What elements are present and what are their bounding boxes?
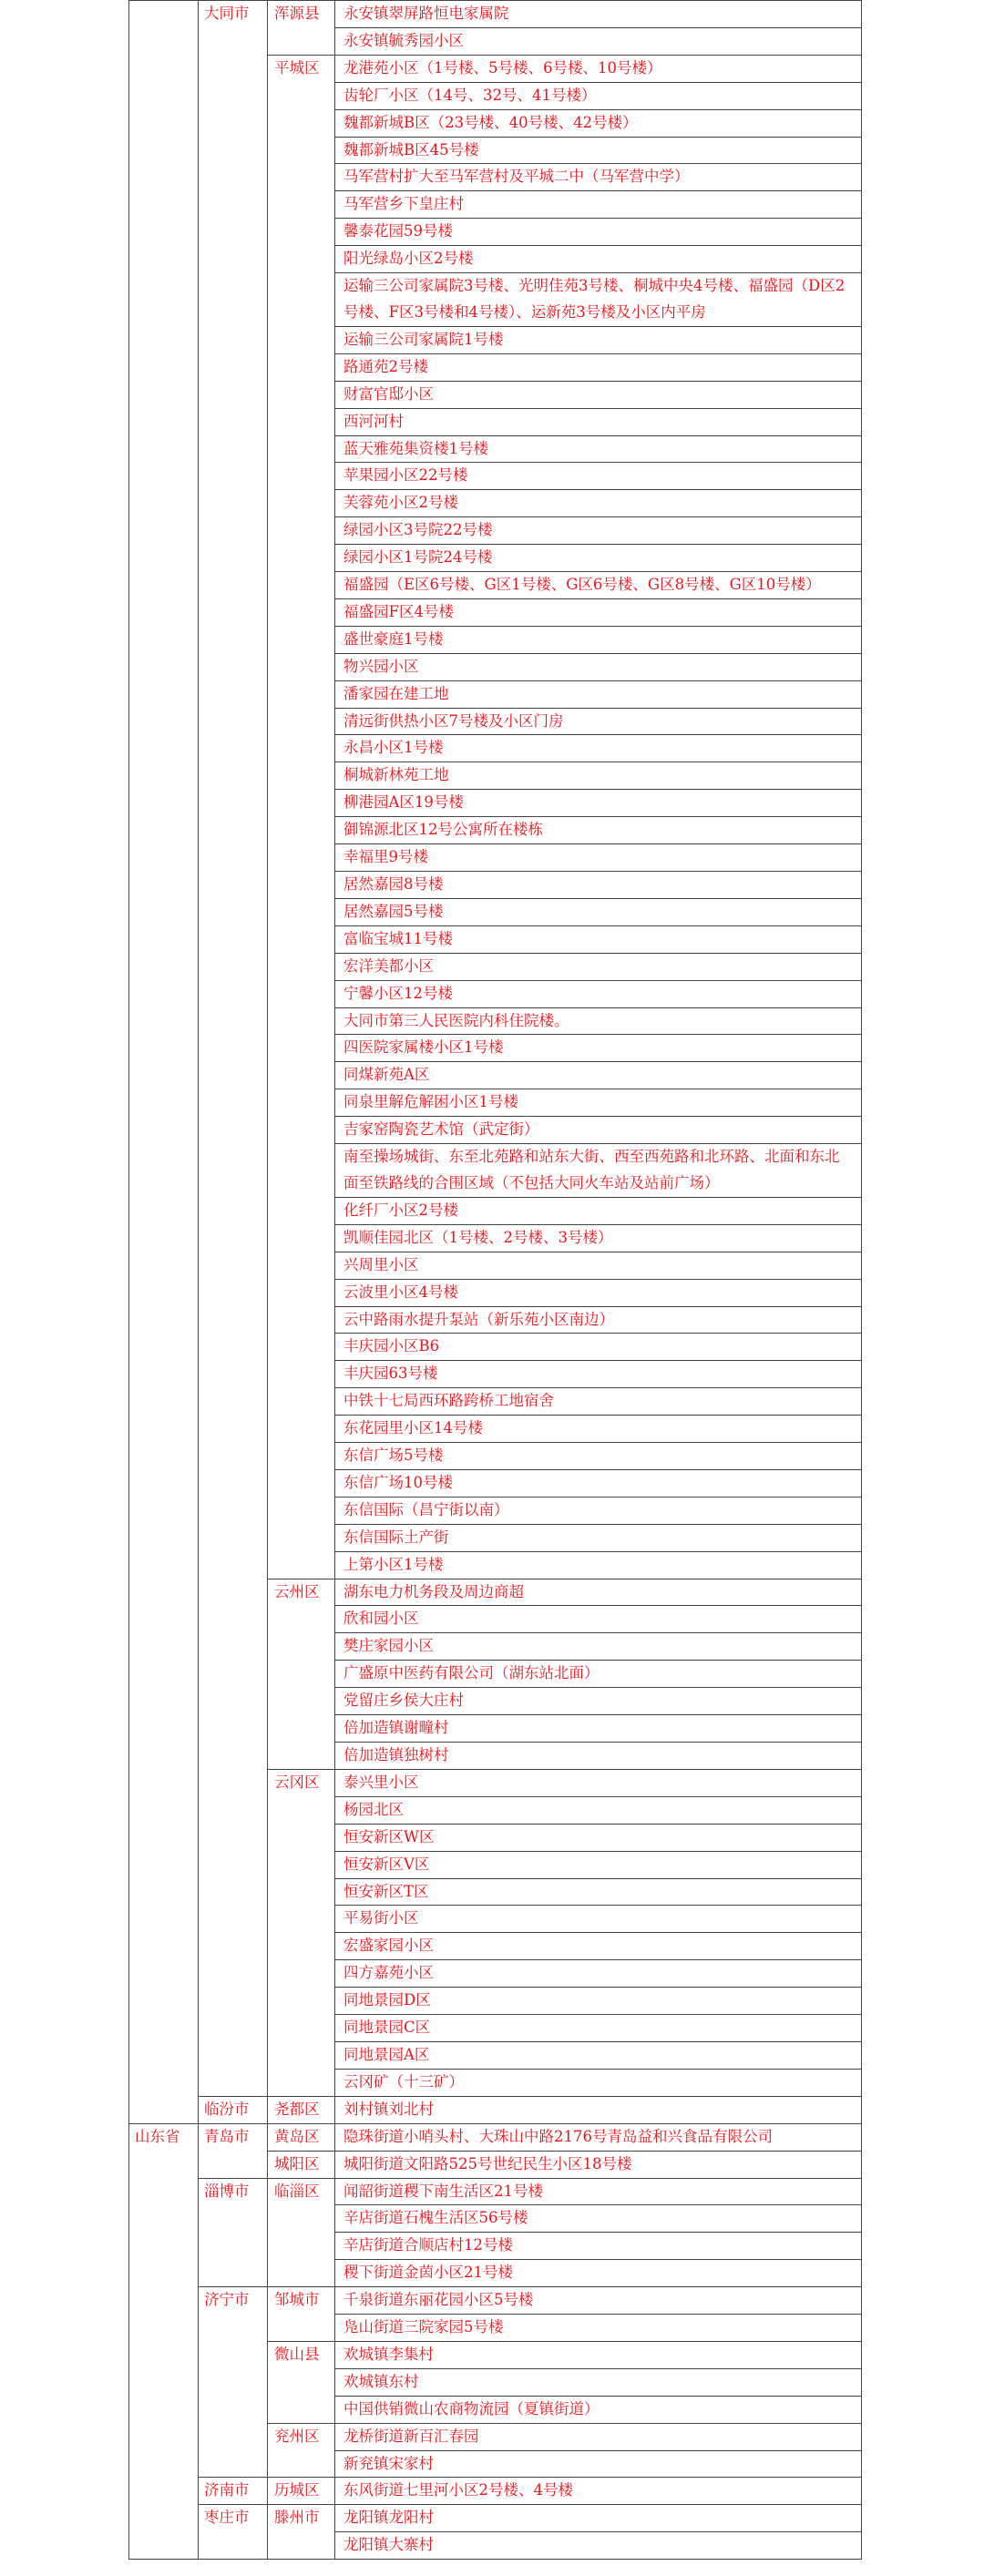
district-cell: 兖州区 [268,2423,335,2478]
place-cell: 运输三公司家属院3号楼、光明佳苑3号楼、桐城中央4号楼、福盛园（D区2号楼、F区3号楼和4号楼）、运新苑3号楼及小区内平房 [335,273,862,327]
place-cell: 云中路雨水提升泵站（新乐苑小区南边） [335,1306,862,1334]
place-cell: 恒安新区W区 [335,1824,862,1851]
city-cell: 临汾市 [199,2096,268,2123]
place-cell: 四医院家属楼小区1号楼 [335,1035,862,1062]
place-cell: 泰兴里小区 [335,1769,862,1796]
table-body [129,1,862,2560]
place-cell: 欣和园小区 [335,1606,862,1633]
table-row [129,2096,862,2123]
place-cell: 中铁十七局西环路跨桥工地宿舍 [335,1388,862,1416]
region-list-document [128,0,861,2560]
place-cell: 居然嘉园5号楼 [335,898,862,925]
place-cell: 东花园里小区14号楼 [335,1416,862,1443]
place-cell: 龙阳镇大寨村 [335,2532,862,2560]
place-cell: 上第小区1号楼 [335,1551,862,1579]
district-cell: 尧都区 [268,2096,335,2123]
city-cell: 大同市 [199,1,268,2097]
place-cell: 东信广场10号楼 [335,1469,862,1497]
place-cell: 宏盛家园小区 [335,1933,862,1960]
place-cell: 辛店街道石槐生活区56号楼 [335,2205,862,2233]
place-cell: 同地景园A区 [335,2041,862,2069]
city-cell: 济宁市 [199,2287,268,2478]
district-cell: 临淄区 [268,2178,335,2287]
place-cell: 闻韶街道稷下南生活区21号楼 [335,2178,862,2205]
place-cell: 马军营村扩大至马军营村及平城二中（马军营中学） [335,164,862,191]
city-cell: 枣庄市 [199,2505,268,2560]
place-cell: 同泉里解危解困小区1号楼 [335,1089,862,1117]
place-cell: 辛店街道合顺店村12号楼 [335,2233,862,2260]
place-cell: 平易街小区 [335,1906,862,1933]
district-cell: 黄岛区 [268,2123,335,2151]
place-cell: 湖东电力机务段及周边商超 [335,1579,862,1606]
place-cell: 永安镇毓秀园小区 [335,27,862,55]
place-cell: 杨园北区 [335,1796,862,1824]
place-cell: 中国供销微山农商物流园（夏镇街道） [335,2396,862,2423]
district-cell: 滕州市 [268,2505,335,2560]
place-cell: 福盛园（E区6号楼、G区1号楼、G区6号楼、G区8号楼、G区10号楼） [335,572,862,599]
district-cell: 历城区 [268,2478,335,2505]
district-cell: 微山县 [268,2341,335,2423]
place-cell: 宏洋美都小区 [335,953,862,980]
place-cell: 龙桥街道新百汇春园 [335,2423,862,2450]
place-cell: 倍加造镇谢疃村 [335,1715,862,1743]
place-cell: 广盛原中医药有限公司（湖东站北面） [335,1661,862,1688]
place-cell: 宁馨小区12号楼 [335,980,862,1007]
place-cell: 龙阳镇龙阳村 [335,2505,862,2532]
place-cell: 隐珠街道小哨头村、大珠山中路2176号青岛益和兴食品有限公司 [335,2123,862,2151]
place-cell: 同煤新苑A区 [335,1062,862,1089]
place-cell: 魏都新城B区（23号楼、40号楼、42号楼） [335,109,862,137]
city-cell: 青岛市 [199,2123,268,2178]
place-cell: 兴周里小区 [335,1252,862,1279]
place-cell: 居然嘉园8号楼 [335,872,862,899]
place-cell: 南至操场城街、东至北苑路和站东大街、西至西苑路和北环路、北面和东北面至铁路线的合围区域（不包括大同火车站及站前广场） [335,1144,862,1198]
place-cell: 路通苑2号楼 [335,353,862,381]
place-cell: 御锦源北区12号公寓所在楼栋 [335,817,862,844]
place-cell: 幸福里9号楼 [335,844,862,872]
place-cell: 清远街供热小区7号楼及小区门房 [335,708,862,735]
place-cell: 同地景园D区 [335,1988,862,2015]
place-cell: 倍加造镇独树村 [335,1743,862,1770]
place-cell: 齿轮厂小区（14号、32号、41号楼） [335,82,862,109]
place-cell: 芙蓉苑小区2号楼 [335,490,862,517]
place-cell: 潘家园在建工地 [335,680,862,708]
table-row [129,2478,862,2505]
place-cell: 凫山街道三院家园5号楼 [335,2315,862,2342]
place-cell: 绿园小区3号院22号楼 [335,517,862,545]
district-cell: 云州区 [268,1579,335,1769]
place-cell: 凯顺佳园北区（1号楼、2号楼、3号楼） [335,1224,862,1252]
place-cell: 馨泰花园59号楼 [335,219,862,246]
place-cell: 永昌小区1号楼 [335,735,862,762]
table-row [129,2123,862,2151]
district-cell: 城阳区 [268,2151,335,2178]
place-cell: 城阳街道文阳路525号世纪民生小区18号楼 [335,2151,862,2178]
place-cell: 富临宝城11号楼 [335,925,862,953]
place-cell: 西河河村 [335,408,862,435]
place-cell: 阳光绿岛小区2号楼 [335,246,862,273]
city-cell: 淄博市 [199,2178,268,2287]
place-cell: 东信广场5号楼 [335,1443,862,1470]
district-cell: 平城区 [268,55,335,1579]
place-cell: 丰庆园63号楼 [335,1361,862,1388]
district-cell: 浑源县 [268,1,335,56]
place-cell: 大同市第三人民医院内科住院楼。 [335,1007,862,1035]
place-cell: 新兖镇宋家村 [335,2450,862,2478]
place-cell: 四方嘉苑小区 [335,1960,862,1988]
place-cell: 魏都新城B区45号楼 [335,137,862,164]
place-cell: 欢城镇李集村 [335,2341,862,2368]
table-row [129,2287,862,2315]
place-cell: 绿园小区1号院24号楼 [335,545,862,572]
district-cell: 邹城市 [268,2287,335,2342]
city-cell: 济南市 [199,2478,268,2505]
place-cell: 桐城新林苑工地 [335,762,862,790]
place-cell: 龙港苑小区（1号楼、5号楼、6号楼、10号楼） [335,55,862,82]
table-row [129,2505,862,2532]
place-cell: 稷下街道金茵小区21号楼 [335,2260,862,2287]
place-cell: 樊庄家园小区 [335,1633,862,1661]
place-cell: 同地景园C区 [335,2015,862,2042]
province-cell [129,1,199,2124]
place-cell: 云冈矿（十三矿） [335,2069,862,2096]
table-row [129,2178,862,2205]
place-cell: 物兴园小区 [335,653,862,680]
place-cell: 福盛园F区4号楼 [335,598,862,626]
place-cell: 丰庆园小区B6 [335,1334,862,1361]
place-cell: 东风街道七里河小区2号楼、4号楼 [335,2478,862,2505]
place-cell: 苹果园小区22号楼 [335,463,862,490]
place-cell: 千泉街道东丽花园小区5号楼 [335,2287,862,2315]
place-cell: 运输三公司家属院1号楼 [335,326,862,353]
place-cell: 东信国际（昌宁街以南） [335,1497,862,1524]
place-cell: 永安镇翠屏路恒电家属院 [335,1,862,28]
place-cell: 马军营乡下皇庄村 [335,191,862,219]
place-cell: 盛世豪庭1号楼 [335,626,862,653]
place-cell: 欢城镇东村 [335,2368,862,2396]
table-row [129,1,862,28]
place-cell: 柳港园A区19号楼 [335,790,862,817]
place-cell: 恒安新区T区 [335,1878,862,1906]
risk-area-table [128,0,862,2560]
place-cell: 蓝天雅苑集资楼1号楼 [335,435,862,463]
place-cell: 党留庄乡侯大庄村 [335,1688,862,1715]
place-cell: 财富官邸小区 [335,381,862,408]
place-cell: 云波里小区4号楼 [335,1279,862,1306]
province-cell: 山东省 [129,2123,199,2560]
place-cell: 吉家窑陶瓷艺术馆（武定街） [335,1117,862,1144]
place-cell: 东信国际土产街 [335,1524,862,1551]
place-cell: 恒安新区V区 [335,1851,862,1878]
district-cell: 云冈区 [268,1769,335,2096]
place-cell: 化纤厂小区2号楼 [335,1197,862,1224]
place-cell: 刘村镇刘北村 [335,2096,862,2123]
